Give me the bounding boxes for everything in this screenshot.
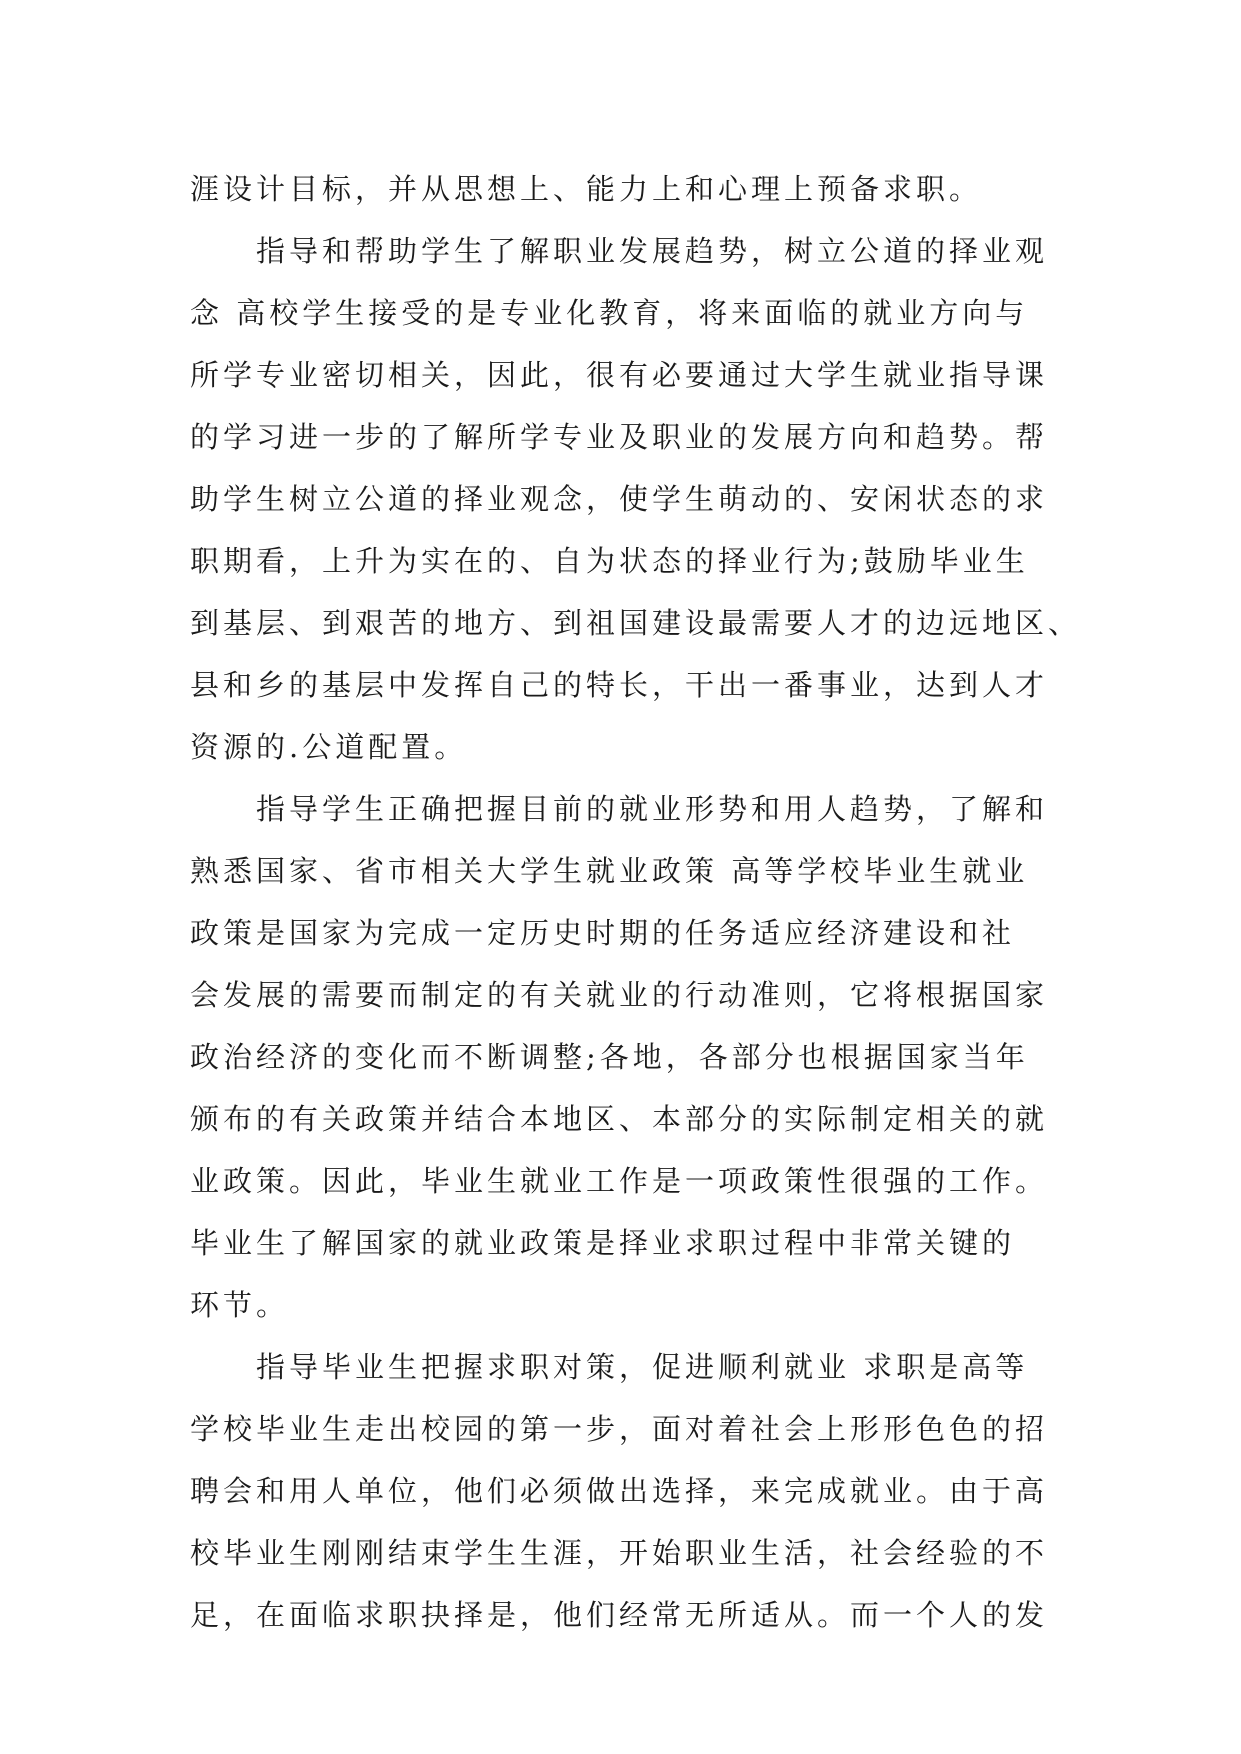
text-line: 县和乡的基层中发挥自己的特长，干出一番事业，达到人才 <box>190 668 1049 702</box>
text-line: 学校毕业生走出校园的第一步，面对着社会上形形色色的招 <box>190 1412 1049 1446</box>
document-body <box>190 158 1082 1646</box>
text-line: 指导毕业生把握求职对策，促进顺利就业 求职是高等 <box>190 1350 1029 1384</box>
text-line: 指导和帮助学生了解职业发展趋势，树立公道的择业观 <box>190 234 1049 268</box>
text-line: 足，在面临求职抉择是，他们经常无所适从。而一个人的发 <box>190 1598 1049 1632</box>
text-line: 业政策。因此，毕业生就业工作是一项政策性很强的工作。 <box>190 1164 1049 1198</box>
text-line: 念 高校学生接受的是专业化教育，将来面临的就业方向与 <box>190 296 1029 330</box>
text-line: 资源的.公道配置。 <box>190 730 468 764</box>
text-line: 环节。 <box>190 1288 290 1322</box>
text-line: 职期看，上升为实在的、自为状态的择业行为;鼓励毕业生 <box>190 544 1029 578</box>
text-line: 熟悉国家、省市相关大学生就业政策 高等学校毕业生就业 <box>190 854 1029 888</box>
text-line: 涯设计目标，并从思想上、能力上和心理上预备求职。 <box>190 172 983 206</box>
text-line: 校毕业生刚刚结束学生生涯，开始职业生活，社会经验的不 <box>190 1536 1049 1570</box>
text-line: 助学生树立公道的择业观念，使学生萌动的、安闲状态的求 <box>190 482 1049 516</box>
text-line: 指导学生正确把握目前的就业形势和用人趋势，了解和 <box>190 792 1049 826</box>
text-line: 毕业生了解国家的就业政策是择业求职过程中非常关键的 <box>190 1226 1016 1260</box>
text-line: 政治经济的变化而不断调整;各地，各部分也根据国家当年 <box>190 1040 1029 1074</box>
text-line: 的学习进一步的了解所学专业及职业的发展方向和趋势。帮 <box>190 420 1049 454</box>
text-line: 会发展的需要而制定的有关就业的行动准则，它将根据国家 <box>190 978 1049 1012</box>
text-line: 所学专业密切相关，因此，很有必要通过大学生就业指导课 <box>190 358 1049 392</box>
text-line: 到基层、到艰苦的地方、到祖国建设最需要人才的边远地区、 <box>190 606 1082 640</box>
text-line: 颁布的有关政策并结合本地区、本部分的实际制定相关的就 <box>190 1102 1049 1136</box>
text-line: 聘会和用人单位，他们必须做出选择，来完成就业。由于高 <box>190 1474 1049 1508</box>
text-line: 政策是国家为完成一定历史时期的任务适应经济建设和社 <box>190 916 1016 950</box>
